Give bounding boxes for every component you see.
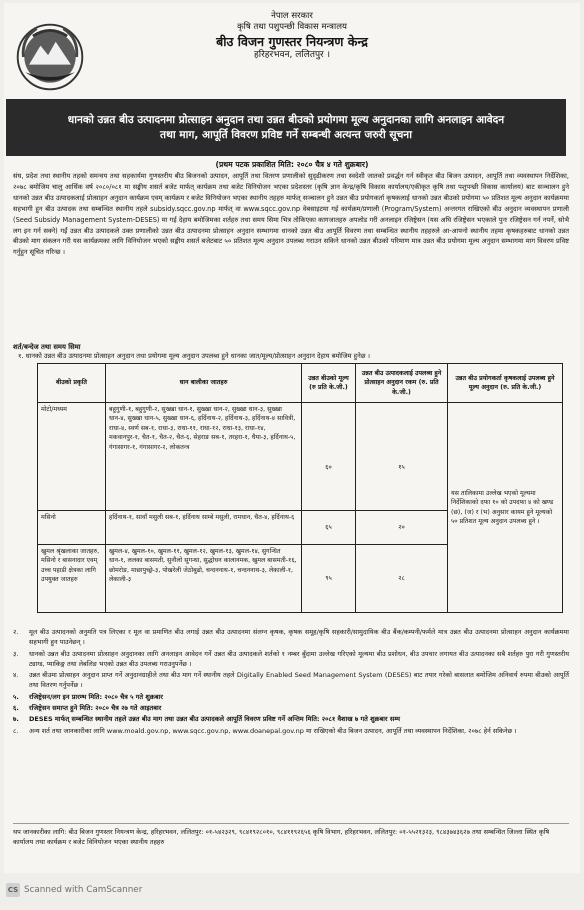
price-cell: ९५ xyxy=(302,545,356,613)
note-text: अन्य शर्त तथा जानकारीका लागि www.moald.gov.np, www.sqcc.gov.np, www.doanepal.gov.np मा राखिएको बीउ बिजन उत्पादन, आपूर्ति तथा व्यवस्थापन निर्देशिका, २०७८ हेर्न सकिनेछ । xyxy=(29,726,517,735)
section-title: शर्त/बन्देज तथा समय सिमा xyxy=(13,343,81,351)
list-item: ४. उन्नत बीउमा प्रोत्साहन अनुदान प्राप्त गर्ने अनुदानग्राहीले तथा बीउ माग गर्ने स्थानीय तहले Digitally Enabled Seed Management System (DESES) बाट तयार गरेको बासलात बमोजिम अनिवार्य रुपमा बीउको आपूर्ति तथा वितरण गर्नुपर्नेछ । xyxy=(13,671,569,690)
subsidy-note-cell: यस तालिकामा उल्लेख भएको मूल्यमा निर्देशिकाको दफा १० को उपदफा ४ को खण्ड (छ), (ज) र (भ) अनुसार कायम हुने मूल्यको ५० प्रतिशत मूल्य अनुदान उपलब्ध हुने । xyxy=(448,403,563,613)
note-text: मूल बीउ उत्पादनको अनुमति पत्र लिएका र मूल वा प्रमाणित बीउ लगाई उन्नत बीउ उत्पादनमा संलग्न कृषक, कृषक समूह/कृषि सहकारी/सामुदायिक बीउ बैंक/कम्पनी/फर्मले मात्र उन्नत बीउ उत्पादनमा प्रोत्साहन अनुदान कार्यक्रममा सहभागी हुन पाउनेछन् । xyxy=(29,628,569,647)
list-item: ६. रजिष्ट्रेसन समाप्त हुने मिति: २०८० चैत्र २७ गते आइतबार xyxy=(13,703,569,713)
seed-type-cell: मोटो/मध्यम xyxy=(38,403,106,511)
notice-document xyxy=(4,3,580,873)
table-header-cell: बीउको प्रकृति xyxy=(38,364,106,403)
registration-end-date: रजिष्ट्रेसन समाप्त हुने मिति: २०८० चैत्र २७ गते आइतबार xyxy=(29,704,162,713)
ministry-name: कृषि तथा पशुपन्छी विकास मन्त्रालय xyxy=(237,21,347,32)
table-row xyxy=(38,403,563,511)
note-text: उन्नत बीउमा प्रोत्साहन अनुदान प्राप्त गर्ने अनुदानग्राहीले तथा बीउ माग गर्ने स्थानीय तहले Digitally Enabled Seed Management System (DESES) बाट तयार गरेको बासलात बमोजिम अनिवार्य रुपमा बीउको आपूर्ति तथा वितरण गर्नुपर्नेछ । xyxy=(29,671,569,690)
govt-name: नेपाल सरकार xyxy=(271,11,313,21)
list-item: ५. रजिष्ट्रेसन/लग इन प्रारम्भ मिति: २०८० चैत्र ५ गते शुक्रबार xyxy=(13,692,569,702)
list-item: ८. अन्य शर्त तथा जानकारीका लागि www.moald.gov.np, www.sqcc.gov.np, www.doanepal.gov.np मा राखिएको बीउ बिजन उत्पादन, आपूर्ति तथा व्यवस्थापन निर्देशिका, २०७८ हेर्न सकिनेछ । xyxy=(13,726,569,736)
office-address: हरिहरभवन, ललितपुर । xyxy=(253,49,331,60)
varieties-cell: हर्दिनाथ-१, सावाँ मसुली सब-१, हर्दिनाथ साम्बे मसुली, रामधान, चैत-४, हर्दिनाथ-६ xyxy=(106,511,302,545)
table-header-cell: उन्नत बीउ उत्पादकलाई उपलब्ध हुने प्रोत्साहन अनुदान रकम (रु. प्रति के.जी.) xyxy=(356,364,448,403)
intro-paragraph: संघ, प्रदेश तथा स्थानीय तहको समन्वय तथा सहकार्यमा गुणस्तरीय बीउ बिजनको उत्पादन, आपूर्ति तथा वितरण प्रणालीको सुदृढीकरण तथा स्वदेशी जातको प्रवर्द्धन गर्न स्वीकृत बीउ बिजन उत्पादन, आपूर्ति तथा व्यवस्थापन निर्देशिका, २०७८ बमोजिम चालु आर्थिक वर्ष २०८०/०८१ मा सङ्घीय शसर्त बजेट मार्फत् कार्यक्रम तथा बजेट विनियोजन भएका प्रदेशस्तर (कृषि ज्ञान केन्द्र/कृषि विकास कार्यालय/एकीकृत कृषि तथा पशुपन्छी विकास कार्यालय) बाट सञ्चालन हुने धानको उन्नत बीउ उत्पादकलाई प्रोत्साहन अनुदान कार्यक्रम एवम् कार्यक्रम र बजेट विनियोजन भएका स्थानीय तहहरु मार्फत् सञ्चालन हुने उन्नत बीउ प्रयोगकर्ता कृषकलाई धानको उन्नत बीउको प्रयोगमा ५० प्रतिशत मूल्य अनुदान कार्यक्रममा सहभागी हुन बीउ उत्पादक तथा सम्बन्धित स्थानीय तहले subsidy.sqcc.gov.np मार्फत् वा www.sqcc.gov.np वेबसाइटमा गई कार्यक्रम/प्रणाली (Program/System) अन्तरगत राखिएको बीउ अनुदान व्यवस्थापन प्रणाली (Seed Subsidy Management System-DESES) मा गई देहाय बमोजिमका शर्तहरु तथा समय सिमा भित्र तोकिएका कागजातहरु अपलोड गरी अनलाइन रजिष्ट्रेसन (यस अघि रजिष्ट्रेसन भएकाले पुनः रजिष्ट्रेसन गर्न नपर्ने, सोभै लग इन गर्न सक्ने) गर्ई उन्नत बीउ उत्पादकले उक्त प्रणालीको उन्नत बीउ उत्पादनमा प्रोत्साहन अनुदान सम्भागमा धानको उन्नत बीउ आपूर्ति विवरण तथा सम्बन्धित स्थानीय तहहरुले आ-आफ्नो स्थानीय तहमा कृषकहरुबाट धानको उन्नत बीउको माग संकलन गरी यस कार्यक्रमका लागि विनियोजन भएको सङ्घीय शसर्त बजेटबाट ५० प्रतिशत मूल्य अनुदान उपलब्ध गराउन सकिने धानको उन्नत बीउको परिमाण मात्र उन्नत बीउ प्रयोगमा मूल्य अनुदान सम्भागमा माग विवरण प्रविष्ट गर्नुहुन सूचित गरिन्छ । xyxy=(13,172,569,257)
notice-title-banner xyxy=(6,99,566,156)
conditions-list xyxy=(13,627,569,737)
publication-date: (प्रथम पटक प्रकाशित मिति: २०८० चैत्र ४ गते शुक्रबार) xyxy=(215,160,369,169)
note-text: धानको उन्नत बीउ उत्पादनमा प्रोत्साहन अनुदानका लागि अनलाइन आवेदन गर्ने उन्नत बीउ उत्पादकले शर्तको १ नम्बर बुँदामा उल्लेख गरिएको मूल्यमा बीउ प्रशोधन, बीउ उपचार लगायत बीउ उत्पादनका सबै शर्तहरु पुरा गरी गुणस्तरीय ट्याग्ड, प्याकिङ्ग तथा लेबलिङ भएको उन्नत बीउ उपलब्ध गराउनुपर्नेछ । xyxy=(29,649,569,668)
list-item: ३. धानको उन्नत बीउ उत्पादनमा प्रोत्साहन अनुदानका लागि अनलाइन आवेदन गर्ने उन्नत बीउ उत्पादकले शर्तको १ नम्बर बुँदामा उल्लेख गरिएको मूल्यमा बीउ प्रशोधन, बीउ उपचार लगायत बीउ उत्पादनका सबै शर्तहरु पुरा गरी गुणस्तरीय ट्याग्ड, प्याकिङ्ग तथा लेबलिङ भएको उन्नत बीउ उपलब्ध गराउनुपर्नेछ । xyxy=(13,649,569,668)
incentive-cell: १५ xyxy=(356,403,448,511)
scanner-watermark xyxy=(6,883,142,897)
table-header-cell: धान बालीका जातहरु xyxy=(106,364,302,403)
condition-1: १. धानको उन्नत बीउ उत्पादनमा प्रोत्साहन अनुदान तथा प्रयोगमा मूल्य अनुदान उपलब्ध हुने धानका जात/मूल्य/प्रोत्साहन अनुदान देहाय बमोजिम हुनेछ । xyxy=(18,352,371,360)
deadline-date: DESES मार्फत् सम्बन्धित स्थानीय तहले उन्नत बीउ माग तथा उन्नत बीउ उत्पादकले आपूर्ति विवरण प्रविष्ट गर्ने अन्तिम मिति: २०८१ वैशाख ७ गते शुक्रबार सम्म xyxy=(29,715,401,724)
varieties-cell: खुमल-४, खुमल-१०, खुमल-११, खुमल-१२, खुमल-१३, खुमल-१४, सुगन्धित धान-१, ललका बासमती, सुनौलो सुगन्धा, सुद्धोधन कालानमक, खुमल बासमती-१६, छोमरोङ, माछापुच्छ्रे-३, पोखरेली जेठोबुढो, चन्दननाथ-१, चन्दननाथ-३, लेकाली-१, लेकाली-३ xyxy=(106,545,302,613)
incentive-cell: २० xyxy=(356,511,448,545)
notice-title-line2: तथा माग, आपूर्ति विवरण प्रविष्ट गर्ने सम्बन्धी अत्यन्त जरुरी सूचना xyxy=(160,128,412,141)
letterhead xyxy=(4,11,580,61)
contact-info: थप जानकारीका लागि: बीउ बिजन गुणस्तर नियन्त्रण केन्द्र, हरिहरभवन, ललितपुर: ०१-५४२३२९, ९८४१९२८०१०, ९८४११९२६५६ कृषि विभाग, हरिहरभवन, ललितपुर: ०१-५५२१३२३, ९८४३७४३६२७ तथा सम्बन्धित जिल्ला स्थित कृषि कार्यालय तथा कार्यक्रम र बजेट विनियोजन भएका स्थानीय तहहरु xyxy=(13,823,569,848)
table-header-cell: उन्नत बीउ प्रयोगकर्ता कृषकलाई उपलब्ध हुने मूल्य अनुदान (रु. प्रति के.जी.) xyxy=(448,364,563,403)
seed-type-cell: मसिनो xyxy=(38,511,106,545)
incentive-cell: २८ xyxy=(356,545,448,613)
notice-title-line1: धानको उन्नत बीउ उत्पादनमा प्रोत्साहन अनुदान तथा उन्नत बीउको प्रयोगमा मूल्य अनुदानका लागि अनलाइन आवेदन xyxy=(67,113,505,126)
camscanner-logo-icon: CS xyxy=(6,883,20,897)
seed-type-cell: खुमल श्रृंखलाका जातहरु, मसिनो र बासनादार एवम् उच्च पहाडी क्षेत्रका लागि उपयुक्त जातहरु xyxy=(38,545,106,613)
price-cell: ६५ xyxy=(302,511,356,545)
varieties-cell: बहुगुणी-१, बहुगुणी-२, सुख्खा धान-१, सुख्खा धान-२, सुख्खा धान-३, सुख्खा धान-४, सुख्खा धान-५, सुख्खा धान-६, हर्दिनाथ-२, हर्दिनाथ-३, हर्दिनाथ-४ सावित्री, राधा-४, स्वर्ण सब-१, राधा-३, राधा-११, राधा-१२, राधा-१३, राधा-१४, मकवानपुर-१, चैत-१, चैत-२, चैत-६, सेहराङ सब-१, तरहरा-१, घैया-३, हर्दिनाथ-५, गंगासागर-१, गंगासागर-२, लोकतन्त्र xyxy=(106,403,302,511)
list-item: ७. DESES मार्फत् सम्बन्धित स्थानीय तहले उन्नत बीउ माग तथा उन्नत बीउ उत्पादकले आपूर्ति विवरण प्रविष्ट गर्ने अन्तिम मिति: २०८१ वैशाख ७ गते शुक्रबार सम्म xyxy=(13,714,569,724)
table-header-cell: उन्नत बीउको मूल्य (रु प्रति के.जी.) xyxy=(302,364,356,403)
table-header-row xyxy=(38,364,563,403)
variety-price-table xyxy=(37,363,563,613)
office-name: बीउ विजन गुणस्तर नियन्त्रण केन्द्र xyxy=(216,34,368,50)
list-item: २. मूल बीउ उत्पादनको अनुमति पत्र लिएका र मूल वा प्रमाणित बीउ लगाई उन्नत बीउ उत्पादनमा संलग्न कृषक, कृषक समूह/कृषि सहकारी/सामुदायिक बीउ बैंक/कम्पनी/फर्मले मात्र उन्नत बीउ उत्पादनमा प्रोत्साहन अनुदान कार्यक्रममा सहभागी हुन पाउनेछन् । xyxy=(13,628,569,647)
scanner-text: Scanned with CamScanner xyxy=(24,885,143,895)
price-cell: ६० xyxy=(302,403,356,511)
registration-start-date: रजिष्ट्रेसन/लग इन प्रारम्भ मिति: २०८० चैत्र ५ गते शुक्रबार xyxy=(29,692,163,701)
